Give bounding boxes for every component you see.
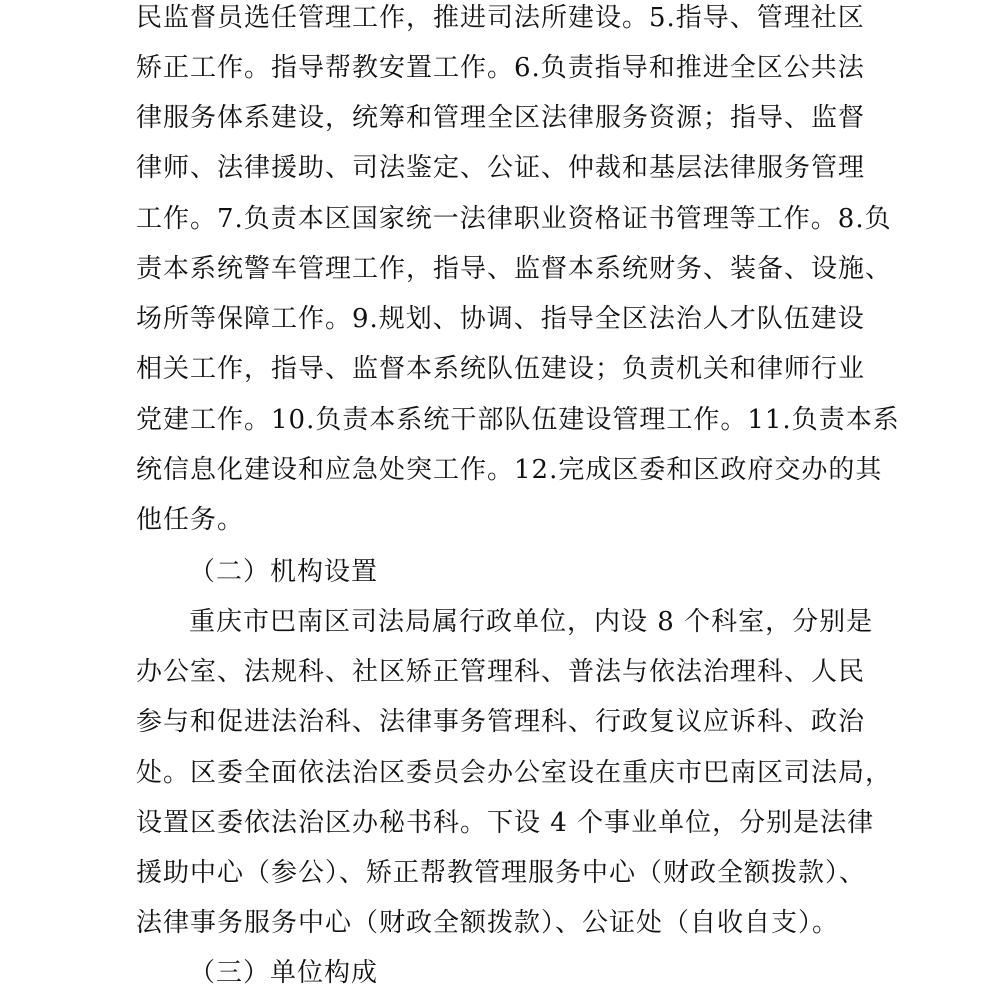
text-line: 民监督员选任管理工作，推进司法所建设。5.指导、管理社区 bbox=[136, 3, 865, 33]
text-line: 矫正工作。指导帮教安置工作。6.负责指导和推进全区公共法 bbox=[136, 53, 865, 83]
text-line: 法律事务服务中心（财政全额拨款）、公证处（自收自支）。 bbox=[136, 908, 840, 938]
text-line: 相关工作，指导、监督本系统队伍建设；负责机关和律师行业 bbox=[136, 354, 866, 384]
text-line: 统信息化建设和应急处突工作。12.完成区委和区政府交办的其 bbox=[136, 455, 883, 485]
text-line: 设置区委依法治区办秘书科。下设 4 个事业单位，分别是法律 bbox=[136, 808, 875, 838]
text-line: 律服务体系建设，统筹和管理全区法律服务资源；指导、监督 bbox=[136, 103, 866, 133]
text-line: 援助中心（参公）、矫正帮教管理服务中心（财政全额拨款）、 bbox=[136, 858, 867, 888]
section-heading-composition: （三）单位构成 bbox=[189, 958, 379, 988]
text-line: 律师、法律援助、司法鉴定、公证、仲裁和基层法律服务管理 bbox=[136, 153, 866, 183]
text-line: 党建工作。10.负责本系统干部队伍建设管理工作。11.负责本系 bbox=[136, 405, 900, 435]
text-line: 场所等保障工作。9.规划、协调、指导全区法治人才队伍建设 bbox=[136, 304, 865, 334]
text-line: 他任务。 bbox=[136, 505, 245, 535]
text-line: 责本系统警车管理工作，指导、监督本系统财务、装备、设施、 bbox=[136, 254, 893, 284]
text-line: 重庆市巴南区司法局属行政单位，内设 8 个科室，分别是 bbox=[189, 607, 874, 637]
text-line: 参与和促进法治科、法律事务管理科、行政复议应诉科、政治 bbox=[136, 707, 866, 737]
text-line: 处。区委全面依法治区委员会办公室设在重庆市巴南区司法局， bbox=[136, 758, 893, 788]
text-line: 办公室、法规科、社区矫正管理科、普法与依法治理科、人民 bbox=[136, 657, 866, 687]
text-line: 工作。7.负责本区国家统一法律职业资格证书管理等工作。8.负 bbox=[136, 204, 892, 234]
section-heading-organization: （二）机构设置 bbox=[189, 557, 379, 587]
